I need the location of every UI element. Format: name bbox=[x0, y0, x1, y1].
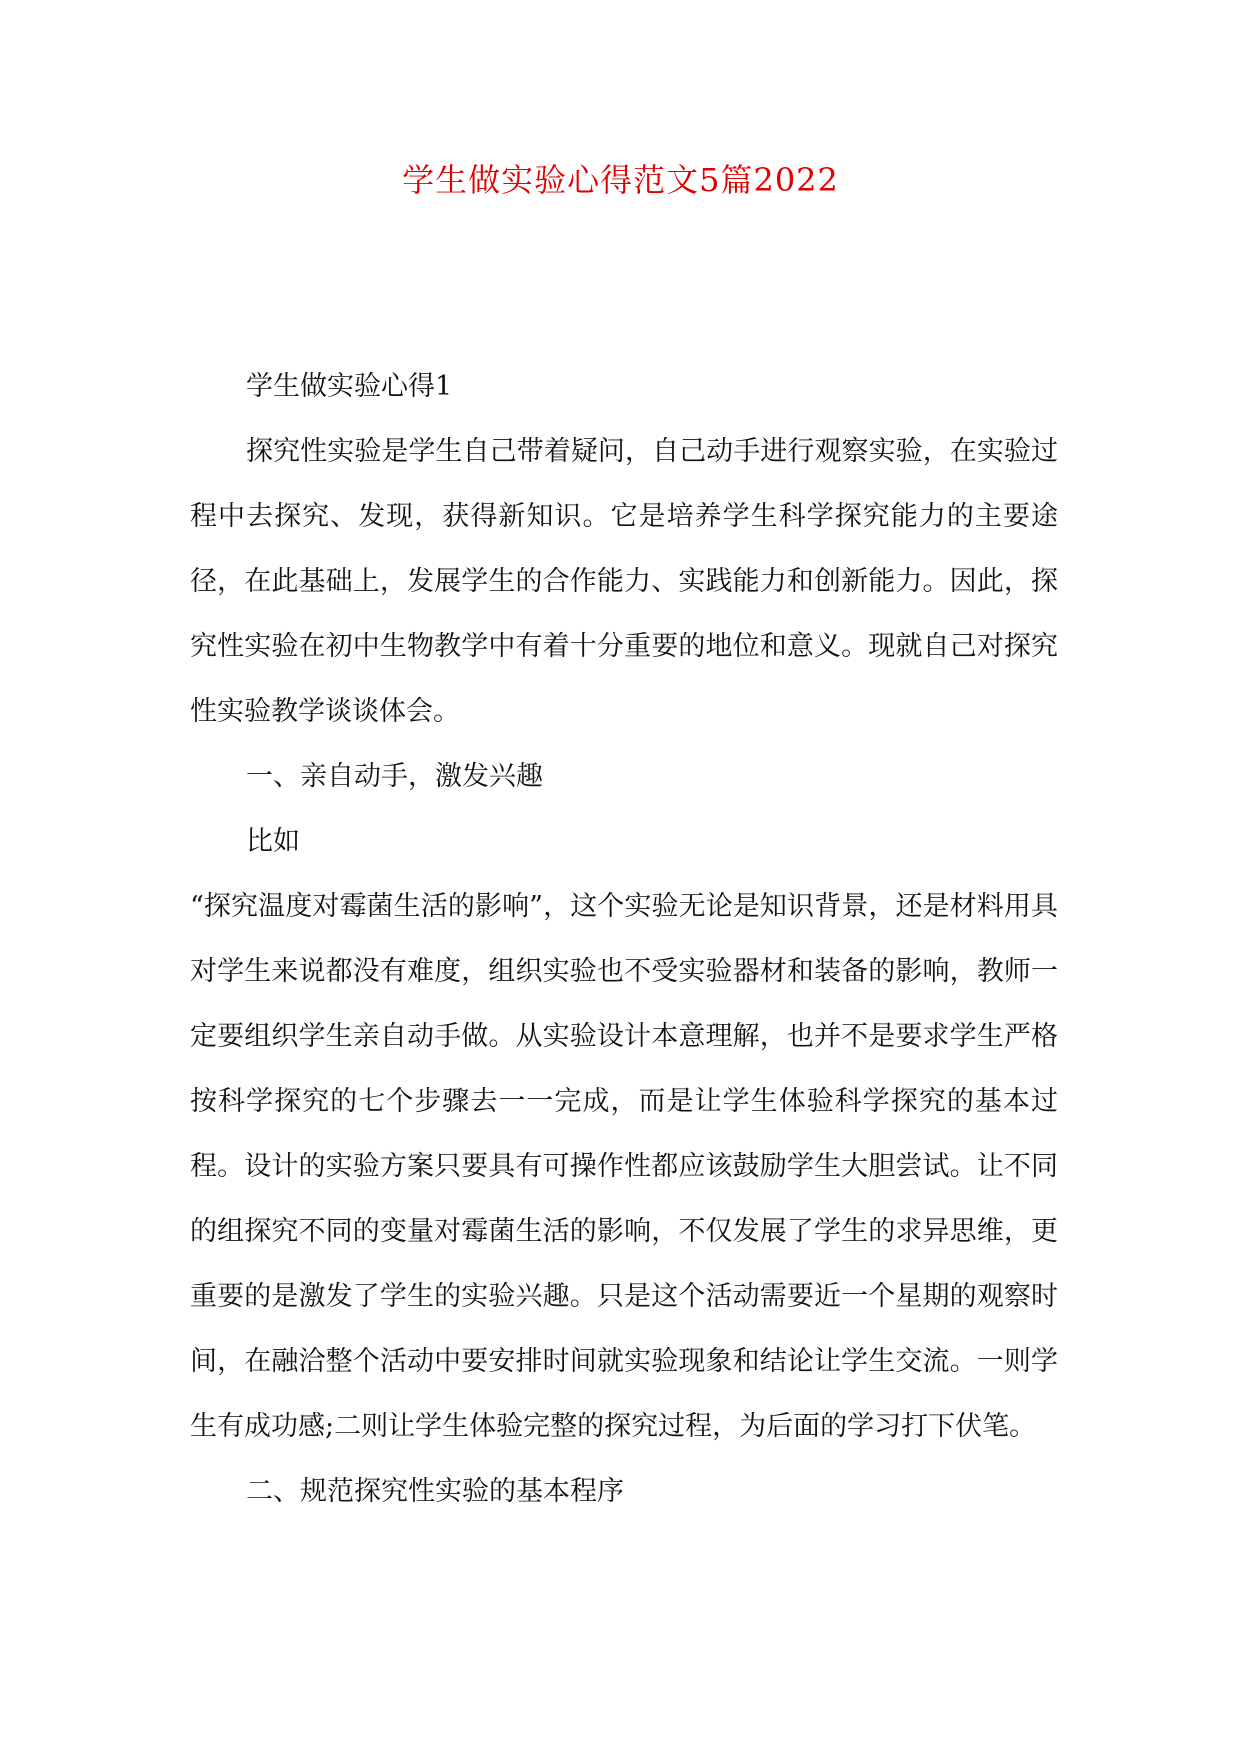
paragraph-example: “探究温度对霉菌生活的影响”，这个实验无论是知识背景，还是材料用具对学生来说都没有难度，组织实验也不受实验器材和装备的影响，教师一定要组织学生亲自动手做。从实验设计本意理解，也并不是要求学生严格按科学探究的七个步骤去一一完成，而是让学生体验科学探究的基本过程。设计的实验方案只要具有可操作性都应该鼓励学生大胆尝试。让不同的组探究不同的变量对霉菌生活的影响，不仅发展了学生的求异思维，更重要的是激发了学生的实验兴趣。只是这个活动需要近一个星期的观察时间，在融洽整个活动中要安排时间就实验现象和结论让学生交流。一则学生有成功感;二则让学生体验完整的探究过程，为后面的学习打下伏笔。 bbox=[190, 891, 1058, 1442]
page-title: 学生做实验心得范文5篇2022 bbox=[402, 161, 839, 199]
document-body bbox=[190, 354, 1058, 1524]
subheading-one: 一、亲自动手，激发兴趣 bbox=[246, 761, 543, 792]
paragraph-example-lead: 比如 bbox=[246, 826, 300, 857]
subheading-two: 二、规范探究性实验的基本程序 bbox=[246, 1476, 624, 1507]
paragraph-intro: 探究性实验是学生自己带着疑问，自己动手进行观察实验，在实验过程中去探究、发现，获得新知识。它是培养学生科学探究能力的主要途径，在此基础上，发展学生的合作能力、实践能力和创新能力。因此，探究性实验在初中生物教学中有着十分重要的地位和意义。现就自己对探究性实验教学谈谈体会。 bbox=[190, 436, 1058, 727]
section-heading: 学生做实验心得1 bbox=[246, 371, 453, 402]
